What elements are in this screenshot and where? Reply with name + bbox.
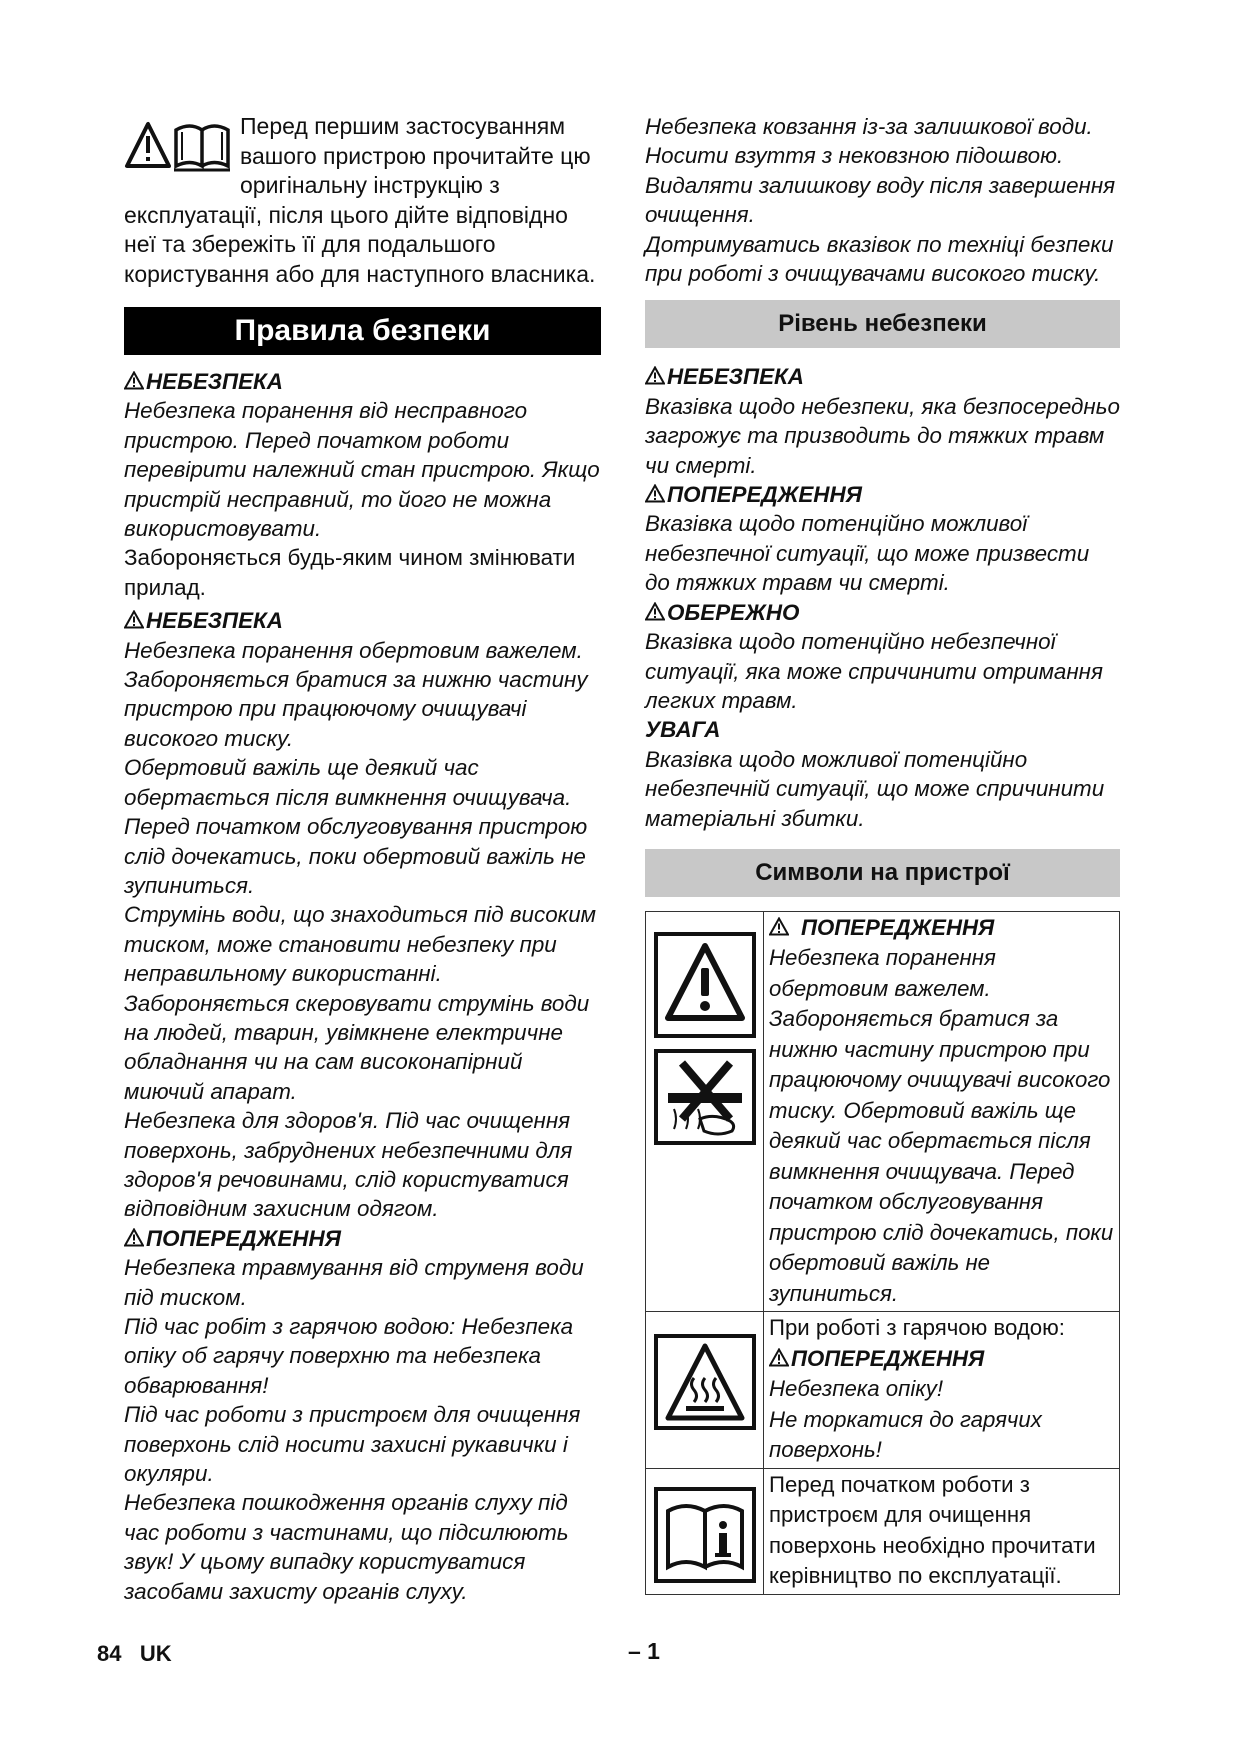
symbol-text-cell bbox=[764, 911, 1120, 1312]
symbol-row bbox=[646, 911, 1120, 1312]
general-warning-icon bbox=[654, 932, 756, 1038]
symbol-icon-cell bbox=[646, 1312, 764, 1469]
symbol-text: Не торкатися до гарячих поверхонь! bbox=[769, 1406, 1042, 1463]
intro-block bbox=[124, 112, 601, 289]
safety-text: Забороняється скеровувати струмінь води на людей, тварин, увімкнене електричне обладнання чи на сам високонапірний миючий апарат. bbox=[124, 990, 590, 1104]
symbol-text: Небезпека поранення обертовим важелем. Забороняється братися за нижню частину пристрою при працюючому очищувачі високого тиску. Обертовий важіль ще деякий час обертається після вимкнення очищувача. Перед початком обслуговування пристрою слід дочекатись, поки обертовий важіль не зупиниться. bbox=[769, 945, 1114, 1306]
danger-label: НЕБЕЗПЕКА bbox=[124, 606, 601, 635]
warning-triangle-icon bbox=[769, 917, 789, 936]
safety-text: Забороняється будь-яким чином змінювати прилад. bbox=[124, 545, 576, 600]
hazard-text: Вказівка щодо можливої потенційно небезпечній ситуації, що може спричинити матеріальні збитки. bbox=[645, 746, 1105, 831]
danger-label: НЕБЕЗПЕКА bbox=[124, 367, 601, 396]
warning-triangle-icon bbox=[124, 1228, 144, 1247]
symbols-heading: Символи на пристрої bbox=[645, 849, 1120, 897]
safety-text: Під час роботи з пристроєм для очищення поверхонь слід носити захисні рукавички і окуляри. bbox=[124, 1402, 581, 1487]
symbol-text-cell bbox=[764, 1468, 1120, 1594]
left-column bbox=[124, 112, 601, 1606]
warning-label: ПОПЕРЕДЖЕННЯ bbox=[769, 1344, 1115, 1375]
safety-text: Обертовий важіль ще деякий час обертається після вимкнення очищувача. bbox=[124, 755, 572, 810]
safety-text: Небезпека пошкодження органів слуху під час роботи з частинами, що підсилюють звук! У цьому випадку користуватися засобами захисту органів слуху. bbox=[124, 1490, 569, 1604]
safety-text: Небезпека травмування від струменя води під тиском. bbox=[124, 1255, 584, 1310]
warning-label: ПОПЕРЕДЖЕННЯ bbox=[645, 480, 1120, 509]
safety-text: Струмінь води, що знаходиться під високим тиском, може становити небезпеку при неправильному використанні. bbox=[124, 902, 597, 987]
intro-text: Перед першим застосуванням вашого пристрою прочитайте цю оригінальну інструкцію з експлуатації, після цього дійте відповідно неї та збережіть її для подальшого користування або для наступного власника. bbox=[124, 113, 596, 287]
hazard-levels-heading: Рівень небезпеки bbox=[645, 300, 1120, 348]
safety-text: Небезпека поранення від несправного пристрою. Перед початком роботи перевірити належний стан пристрою. Якщо пристрій несправний, то його не можна використовувати. bbox=[124, 398, 600, 542]
no-hands-rotating-arm-icon bbox=[654, 1049, 756, 1145]
hazard-text: Вказівка щодо потенційно небезпечної ситуації, яка може спричинити отримання легких травм. bbox=[645, 629, 1103, 713]
warning-triangle-icon bbox=[124, 371, 144, 390]
symbol-icon-cell bbox=[646, 1468, 764, 1594]
safety-heading: Правила безпеки bbox=[124, 307, 601, 355]
warning-triangle-icon bbox=[645, 366, 665, 385]
warning-triangle-icon bbox=[645, 484, 665, 503]
symbol-text: При роботі з гарячою водою: bbox=[769, 1315, 1065, 1341]
warning-and-manual-icon bbox=[124, 118, 234, 174]
hazard-text: Вказівка щодо потенційно можливої небезпечної ситуації, що може призвести до тяжких травм чи смерті. bbox=[645, 511, 1090, 596]
notice-label: УВАГА bbox=[645, 717, 721, 743]
safety-text: Небезпека для здоров'я. Під час очищення поверхонь, забруднених небезпечними для здоров'я речовинами, слід користуватися відповідним захисним одягом. bbox=[124, 1108, 573, 1222]
warning-triangle-icon bbox=[124, 610, 144, 629]
symbols-table bbox=[645, 911, 1120, 1595]
warning-label: ПОПЕРЕДЖЕННЯ bbox=[769, 913, 1115, 944]
hazard-text: Вказівка щодо небезпеки, яка безпосередньо загрожує та призводить до тяжких травм чи смерті. bbox=[645, 393, 1120, 478]
page-number: 84 UK bbox=[97, 1641, 172, 1666]
safety-text: Дотримуватись вказівок по техніці безпеки при роботі з очищувачами високого тиску. bbox=[645, 231, 1114, 287]
symbol-icon-cell bbox=[646, 911, 764, 1312]
warning-triangle-icon bbox=[645, 602, 665, 621]
symbol-text: Перед початком роботи з пристроєм для очищення поверхонь необхідно прочитати керівництво по експлуатації. bbox=[769, 1471, 1096, 1589]
symbol-row bbox=[646, 1468, 1120, 1594]
symbol-row bbox=[646, 1312, 1120, 1469]
section-page-marker: – 1 bbox=[628, 1638, 660, 1664]
warning-label: ПОПЕРЕДЖЕННЯ bbox=[124, 1224, 601, 1253]
warning-triangle-icon bbox=[769, 1348, 789, 1367]
safety-text: Перед початком обслуговування пристрою слід дочекатись, поки обертовий важіль не зупиниться. bbox=[124, 814, 588, 898]
right-column bbox=[645, 112, 1120, 1595]
hot-surface-icon bbox=[654, 1334, 756, 1430]
safety-text: Під час робіт з гарячою водою: Небезпека опіку об гарячу поверхню та небезпека обварювання! bbox=[124, 1314, 574, 1398]
safety-text: Небезпека поранення обертовим важелем. Забороняється братися за нижню частину пристрою при працюючому очищувачі високого тиску. bbox=[124, 637, 588, 751]
safety-text: Небезпека ковзання із-за залишкової води. Носити взуття з нековзною підошвою. Видаляти залишкову воду після завершення очищення. bbox=[645, 114, 1116, 228]
danger-label: НЕБЕЗПЕКА bbox=[645, 362, 1120, 391]
symbol-text-cell bbox=[764, 1312, 1120, 1469]
caution-label: ОБЕРЕЖНО bbox=[645, 598, 1120, 627]
read-manual-icon bbox=[654, 1487, 756, 1583]
symbol-text: Небезпека опіку! bbox=[769, 1376, 943, 1402]
